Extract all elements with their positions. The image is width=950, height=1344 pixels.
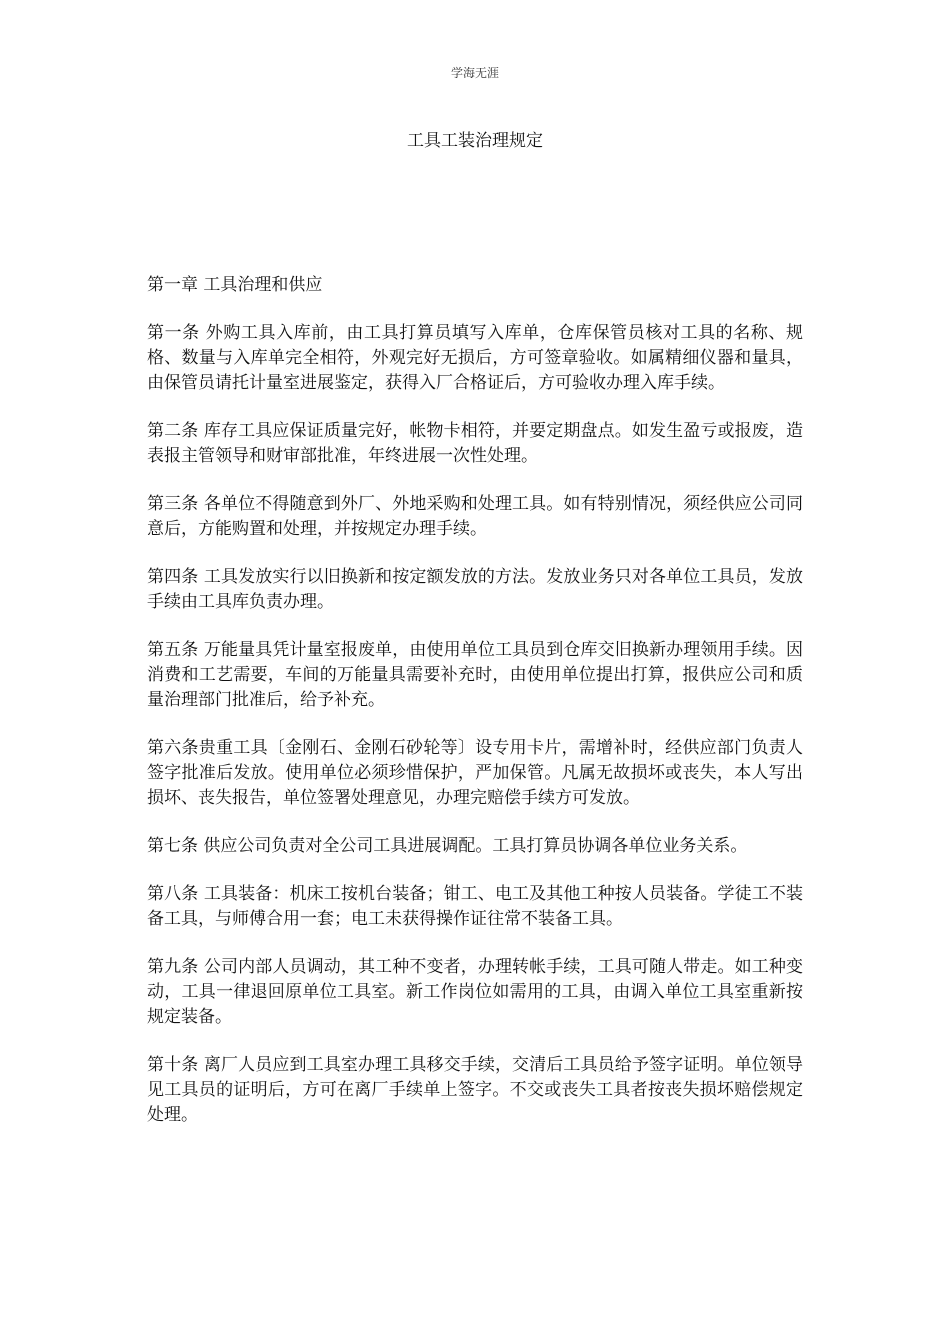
- document-title: 工具工装治理规定: [407, 131, 543, 151]
- article-4: 第四条 工具发放实行以旧换新和按定额发放的方法。发放业务只对各单位工具员，发放手续由工具库负责办理。: [147, 567, 803, 612]
- article-8: 第八条 工具装备：机床工按机台装备；钳工、电工及其他工种按人员装备。学徒工不装备工具，与师傅合用一套；电工未获得操作证往常不装备工具。: [147, 884, 803, 929]
- article-3: 第三条 各单位不得随意到外厂、外地采购和处理工具。如有特别情况，须经供应公司同意后，方能购置和处理，并按规定办理手续。: [147, 494, 803, 539]
- article-2: 第二条 库存工具应保证质量完好，帐物卡相符，并要定期盘点。如发生盈亏或报废，造表报主管领导和财审部批准，年终进展一次性处理。: [147, 421, 803, 466]
- page-header: 学海无涯: [450, 66, 499, 80]
- chapter-title: 第一章 工具治理和供应: [147, 275, 323, 295]
- document-body: [147, 273, 803, 1151]
- article-7: 第七条 供应公司负责对全公司工具进展调配。工具打算员协调各单位业务关系。: [147, 836, 748, 856]
- article-5: 第五条 万能量具凭计量室报废单，由使用单位工具员到仓库交旧换新办理领用手续。因消费和工艺需要，车间的万能量具需要补充时，由使用单位提出打算，报供应公司和质量治理部门批准后，给予补充。: [147, 640, 803, 710]
- article-1: 第一条 外购工具入库前，由工具打算员填写入库单，仓库保管员核对工具的名称、规格、数量与入库单完全相符，外观完好无损后，方可签章验收。如属精细仪器和量具，由保管员请托计量室进展鉴定，获得入厂合格证后，方可验收办理入库手续。: [147, 323, 803, 393]
- article-6: 第六条贵重工具〔金刚石、金刚石砂轮等〕设专用卡片，需增补时，经供应部门负责人签字批准后发放。使用单位必须珍惜保护，严加保管。凡属无故损坏或丧失，本人写出损坏、丧失报告，单位签署处理意见，办理完赔偿手续方可发放。: [147, 738, 803, 808]
- article-9: 第九条 公司内部人员调动，其工种不变者，办理转帐手续，工具可随人带走。如工种变动，工具一律退回原单位工具室。新工作岗位如需用的工具，由调入单位工具室重新按规定装备。: [147, 957, 803, 1027]
- article-10: 第十条 离厂人员应到工具室办理工具移交手续，交清后工具员给予签字证明。单位领导见工具员的证明后，方可在离厂手续单上签字。不交或丧失工具者按丧失损坏赔偿规定处理。: [147, 1055, 803, 1125]
